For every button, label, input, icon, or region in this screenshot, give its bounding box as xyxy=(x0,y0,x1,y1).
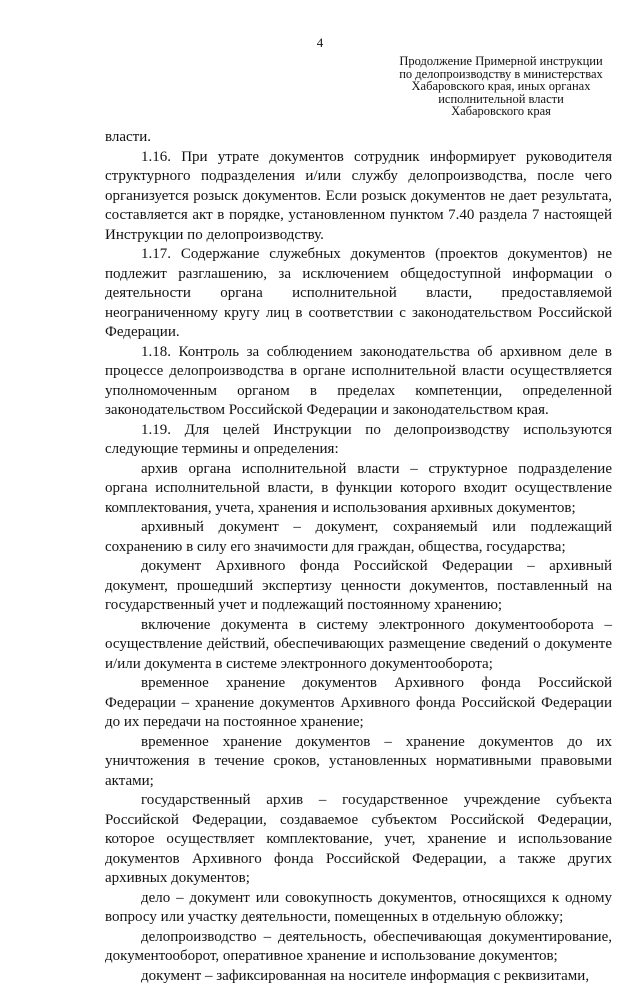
paragraph-continuation: власти. xyxy=(105,128,612,148)
definition-records-management: делопроизводство – деятельность, обеспечивающая документирование, документооборот, оперативное хранение и использование документов; xyxy=(105,928,612,967)
definition-archival-document: архивный документ – документ, сохраняемый или подлежащий сохранению в силу его значимости для граждан, общества, государства; xyxy=(105,518,612,557)
header-line: исполнительной власти xyxy=(376,93,626,106)
page-number: 4 xyxy=(0,35,640,51)
header-line: Хабаровского края, иных органах xyxy=(376,80,626,93)
definition-state-archive: государственный архив – государственное учреждение субъекта Российской Федерации, создаваемое субъектом Российской Федерации, которое осуществляет комплектование, учет, хранение и использование документов Архивного фонда Российской Федерации, а также других архивных документов; xyxy=(105,791,612,889)
header-line: по делопроизводству в министерствах xyxy=(376,68,626,81)
document-body xyxy=(105,128,612,986)
paragraph-1-19: 1.19. Для целей Инструкции по делопроизводству используются следующие термины и определения: xyxy=(105,421,612,460)
definition-document: документ – зафиксированная на носителе информация с реквизитами, xyxy=(105,967,612,986)
definition-archive-of-authority: архив органа исполнительной власти – структурное подразделение органа исполнительной власти, в функции которого входит осуществление комплектования, учета, хранения и использования архивных документов; xyxy=(105,460,612,519)
definition-edms-inclusion: включение документа в систему электронного документооборота – осуществление действий, обеспечивающих размещение сведений о документе и/или документа в системе электронного документооборота; xyxy=(105,616,612,675)
paragraph-1-16: 1.16. При утрате документов сотрудник информирует руководителя структурного подразделения и/или службу делопроизводства, после чего организуется розыск документов. Если розыск документов не дает результата, составляется акт в порядке, установленном пунктом 7.40 раздела 7 настоящей Инструкции по делопроизводству. xyxy=(105,148,612,246)
definition-temporary-storage-fund: временное хранение документов Архивного фонда Российской Федерации – хранение документов Архивного фонда Российской Федерации до их передачи на постоянное хранение; xyxy=(105,674,612,733)
definition-case-file: дело – документ или совокупность документов, относящихся к одному вопросу или участку деятельности, помещенных в отдельную обложку; xyxy=(105,889,612,928)
document-header xyxy=(376,55,626,118)
definition-archive-fund-document: документ Архивного фонда Российской Федерации – архивный документ, прошедший экспертизу ценности документов, поставленный на государственный учет и подлежащий постоянному хранению; xyxy=(105,557,612,616)
definition-temporary-storage: временное хранение документов – хранение документов до их уничтожения в течение сроков, установленных нормативными правовыми актами; xyxy=(105,733,612,792)
paragraph-1-17: 1.17. Содержание служебных документов (проектов документов) не подлежит разглашению, за исключением общедоступной информации о деятельности органа исполнительной власти, предоставляемой неограниченному кругу лиц в соответствии с законодательством Российской Федерации. xyxy=(105,245,612,343)
header-line: Продолжение Примерной инструкции xyxy=(376,55,626,68)
paragraph-1-18: 1.18. Контроль за соблюдением законодательства об архивном деле в процессе делопроизводства в органе исполнительной власти осуществляется уполномоченным органом в пределах компетенции, определенной законодательством Российской Федерации и законодательством края. xyxy=(105,343,612,421)
header-line: Хабаровского края xyxy=(376,105,626,118)
